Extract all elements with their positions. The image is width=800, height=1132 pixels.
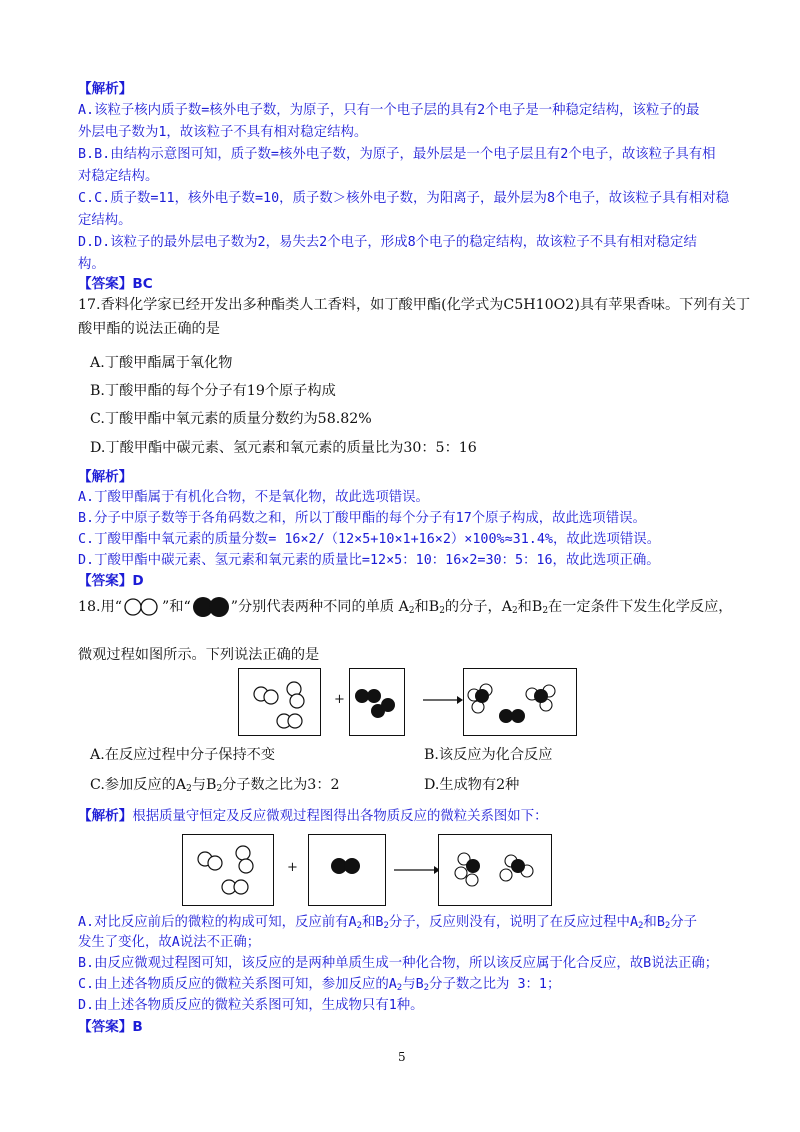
- reactant-box-b2: [349, 668, 405, 736]
- analysis-line: 定结构。: [78, 213, 132, 228]
- question-stem: 微观过程如图所示。下列说法正确的是: [78, 647, 320, 663]
- reaction-diagram-analysis: [182, 834, 552, 906]
- stem-part: 在一定条件下发生化学反应，: [548, 599, 733, 615]
- option-c: C.丁酸甲酯中氧元素的质量分数约为58.82%: [90, 411, 372, 427]
- page-number: 5: [398, 1050, 406, 1064]
- stem-part: 和: [414, 599, 429, 615]
- question-stem: [78, 596, 733, 622]
- analysis-line: A.对比反应前后的微粒的构成可知，反应前有$A_2$和$B_2$分子，反应则没有，说明了在反应过程中$A_2$和$B_2$分子: [78, 915, 698, 931]
- plus-sign: +: [287, 860, 298, 875]
- reactant-box-a2: [182, 834, 274, 906]
- analysis-line: 发生了变化，故A说法不正确；: [78, 935, 261, 950]
- formula: $B_2$: [206, 777, 223, 794]
- stem-part: 和: [517, 599, 532, 615]
- analysis-line: B.分子中原子数等于各角码数之和，所以丁酸甲酯的每个分子有17个原子构成，故此选项错误。: [78, 511, 646, 526]
- black-molecule-icon: [191, 596, 231, 618]
- analysis-line: C.丁酸甲酯中氧元素的质量分数= 16×2/（12×5+10×1+16×2）×100%≈31.4%，故此选项错误。: [78, 532, 661, 547]
- stem-part: ”分别代表两种不同的单质: [230, 599, 395, 615]
- analysis-line: 构。: [78, 257, 105, 272]
- reaction-arrow: [423, 694, 463, 706]
- reaction-arrow: [394, 864, 440, 876]
- stem-part: 的分子，: [444, 599, 502, 615]
- analysis-line: A.该粒子核内质子数=核外电子数，为原子，只有一个电子层的具有2个电子是一种稳定结构，该粒子的最: [78, 103, 700, 118]
- analysis-line: D.D.该粒子的最外层电子数为2，易失去2个电子，形成8个电子的稳定结构，故该粒子不具有相对稳定结: [78, 235, 697, 250]
- product-box: [438, 834, 552, 906]
- analysis-line: D.由上述各物质反应的微粒关系图可知，生成物只有1种。: [78, 998, 424, 1013]
- white-molecule-icon: [122, 598, 162, 616]
- analysis-line: B.由反应微观过程图可知，该反应的是两种单质生成一种化合物，所以该反应属于化合反应，故B说法正确；: [78, 956, 719, 971]
- option-a: A.丁酸甲酯属于氧化物: [90, 355, 233, 371]
- analysis-line: B.B.由结构示意图可知，质子数=核外电子数，为原子，最外层是一个电子层且有2个电子，故该粒子具有相: [78, 147, 716, 162]
- answer-label: 【答案】: [78, 573, 133, 589]
- question-stem: 17.香料化学家已经开发出多种酯类人工香料，如丁酸甲酯(化学式为C5H10O2)具有苹果香味。下列有关丁: [78, 297, 751, 313]
- analysis-label: 【解析】: [78, 81, 133, 97]
- analysis-intro: [78, 806, 547, 826]
- option-d: D.生成物有2种: [424, 777, 520, 793]
- analysis-line: 根据质量守恒定及反应微观过程图得出各物质反应的微粒关系图如下：: [132, 809, 548, 824]
- analysis-line: C.由上述各物质反应的微粒关系图可知，参加反应的$A_2$与$B_2$分子数之比为 3：1；: [78, 977, 561, 993]
- option-a: A.在反应过程中分子保持不变: [90, 747, 276, 763]
- stem-part: ”和“: [162, 599, 191, 615]
- answer-line: [78, 572, 144, 590]
- formula: $B_2$: [428, 599, 445, 616]
- formula: $A_2$: [175, 777, 192, 794]
- answer-value: D: [132, 573, 144, 589]
- formula: $A_2$: [398, 599, 415, 616]
- reaction-diagram-question: [238, 668, 578, 736]
- option-c: C.参加反应的$A_2$与$B_2$分子数之比为3：2: [90, 777, 340, 794]
- plus-sign: +: [334, 692, 345, 707]
- answer-line: [78, 1018, 143, 1036]
- answer-value: BC: [132, 276, 153, 292]
- analysis-line: D.丁酸甲酯中碳元素、氢元素和氧元素的质量比=12×5：10：16×2=30：5：16，故此选项正确。: [78, 553, 660, 568]
- answer-value: B: [132, 1019, 143, 1035]
- stem-part: 18.用“: [78, 599, 123, 615]
- product-box: [463, 668, 577, 736]
- formula: $A_2$: [501, 599, 518, 616]
- reactant-box-b2: [308, 834, 386, 906]
- analysis-line: A.丁酸甲酯属于有机化合物，不是氧化物，故此选项错误。: [78, 490, 429, 505]
- analysis-line: 外层电子数为1，故该粒子不具有相对稳定结构。: [78, 125, 368, 140]
- analysis-label: 【解析】: [78, 469, 133, 485]
- formula: $B_2$: [531, 599, 549, 616]
- answer-label: 【答案】: [78, 276, 133, 292]
- option-d: D.丁酸甲酯中碳元素、氢元素和氧元素的质量比为30：5：16: [90, 440, 477, 456]
- option-b: B.该反应为化合反应: [424, 747, 553, 763]
- analysis-label: 【解析】: [78, 808, 133, 824]
- question-stem: 酸甲酯的说法正确的是: [78, 321, 220, 337]
- option-b: B.丁酸甲酯的每个分子有19个原子构成: [90, 383, 336, 399]
- answer-label: 【答案】: [78, 1019, 133, 1035]
- answer-line: [78, 275, 153, 293]
- analysis-line: C.C.质子数=11，核外电子数=10，质子数＞核外电子数，为阳离子，最外层为8个电子，故该粒子具有相对稳: [78, 191, 730, 206]
- analysis-line: 对稳定结构。: [78, 169, 159, 184]
- reactant-box-a2: [238, 668, 321, 736]
